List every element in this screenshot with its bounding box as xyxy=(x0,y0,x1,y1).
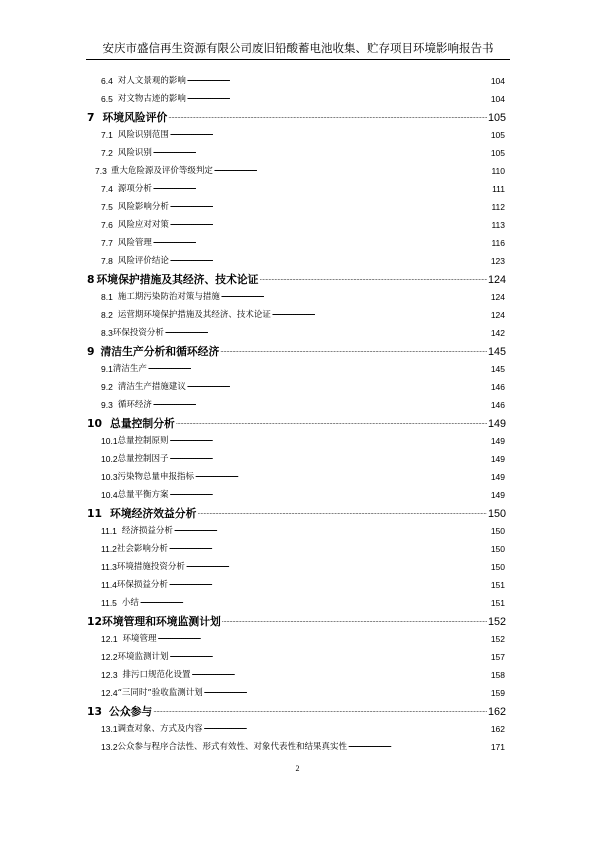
dot-leader xyxy=(214,163,491,176)
toc-entry-number: 6.4 xyxy=(101,76,113,86)
page-number: 2 xyxy=(295,764,300,773)
dot-leader xyxy=(170,199,491,212)
toc-entry-title: 小结 xyxy=(121,598,139,608)
dot-leader xyxy=(165,325,490,338)
header-divider xyxy=(86,59,510,60)
toc-entry-number: 11.5 xyxy=(101,598,117,608)
toc-section-entry[interactable] xyxy=(101,255,505,267)
toc-entry-page: 146 xyxy=(490,382,505,392)
toc-entry-title: 总量控制原则 xyxy=(117,436,169,446)
toc-entry-page: 104 xyxy=(490,94,505,104)
toc-entry-page: 105 xyxy=(487,112,506,124)
dot-leader xyxy=(170,253,490,266)
toc-entry-page: 105 xyxy=(490,130,505,140)
toc-entry-page: 159 xyxy=(490,688,505,698)
toc-section-entry[interactable] xyxy=(101,435,505,447)
toc-entry-title: 总量平衡方案 xyxy=(117,490,169,500)
toc-section-entry[interactable] xyxy=(101,597,505,609)
toc-entry-number: 12.2 xyxy=(101,652,118,662)
toc-entry-number: 7.3 xyxy=(95,166,107,176)
toc-entry-title: 环境管理和环境监测计划 xyxy=(102,615,221,628)
toc-section-entry[interactable] xyxy=(101,363,505,375)
dot-leader xyxy=(222,612,487,628)
toc-entry-number: 6.5 xyxy=(101,94,113,104)
toc-entry-page: 157 xyxy=(490,652,505,662)
header-title: 安庆市盛信再生资源有限公司废旧铅酸蓄电池收集、贮存项目环境影响报告书 xyxy=(102,41,494,55)
toc-chapter-entry[interactable] xyxy=(87,417,506,431)
toc-entry-number: 10.3 xyxy=(101,472,118,482)
toc-entry-page: 152 xyxy=(487,616,506,628)
toc-entry-title: 公众参与 xyxy=(109,705,153,718)
toc-section-entry[interactable] xyxy=(101,147,505,159)
toc-section-entry[interactable] xyxy=(101,381,505,393)
toc-entry-page: 150 xyxy=(490,526,505,536)
toc-chapter-entry[interactable] xyxy=(87,345,506,359)
toc-entry-title: 清洁生产措施建议 xyxy=(117,382,186,392)
toc-entry-title: 风险识别 xyxy=(117,148,152,158)
dot-leader xyxy=(169,577,490,590)
toc-entry-page: 151 xyxy=(490,580,505,590)
toc-entry-title: “三同时”验收监测计划 xyxy=(117,688,203,698)
toc-entry-number: 12.1 xyxy=(101,634,118,644)
toc-entry-number: 9.3 xyxy=(101,400,113,410)
toc-section-entry[interactable] xyxy=(101,129,505,141)
dot-leader xyxy=(259,270,487,286)
toc-section-entry[interactable] xyxy=(101,75,505,87)
toc-section-entry[interactable] xyxy=(101,669,505,681)
toc-section-entry[interactable] xyxy=(101,291,505,303)
dot-leader xyxy=(170,217,491,230)
dot-leader xyxy=(174,523,490,536)
toc-entry-title: 风险应对对策 xyxy=(117,220,169,230)
toc-entry-number: 9.1 xyxy=(101,364,113,374)
toc-section-entry[interactable] xyxy=(101,543,505,555)
toc-entry-page: 110 xyxy=(491,166,505,176)
toc-section-entry[interactable] xyxy=(95,165,505,177)
dot-leader xyxy=(187,91,490,104)
toc-section-entry[interactable] xyxy=(101,183,505,195)
toc-section-entry[interactable] xyxy=(101,219,505,231)
toc-section-entry[interactable] xyxy=(101,309,505,321)
toc-entry-number: 13.2 xyxy=(101,742,118,752)
dot-leader xyxy=(140,595,490,608)
toc-entry-title: 环境监测计划 xyxy=(117,652,169,662)
dot-leader xyxy=(170,487,490,500)
toc-entry-title: 运营期环境保护措施及其经济、技术论证 xyxy=(117,310,271,320)
toc-entry-title: 对人文景观的影响 xyxy=(117,76,186,86)
dot-leader xyxy=(272,307,490,320)
dot-leader xyxy=(204,721,490,734)
toc-entry-title: 环境管理 xyxy=(122,634,157,644)
toc-entry-number: 11.3 xyxy=(101,562,117,572)
toc-entry-title: 总量控制因子 xyxy=(117,454,169,464)
toc-entry-title: 清洁生产分析和循环经济 xyxy=(100,345,220,358)
toc-entry-title: 风险影响分析 xyxy=(117,202,169,212)
toc-entry-title: 重大危险源及评价等级判定 xyxy=(110,166,213,176)
toc-entry-page: 112 xyxy=(491,202,505,212)
toc-entry-title: 公众参与程序合法性、形式有效性、对象代表性和结果真实性 xyxy=(117,742,348,752)
toc-entry-page: 104 xyxy=(490,76,505,86)
toc-section-entry[interactable] xyxy=(101,471,505,483)
toc-entry-page: 142 xyxy=(490,328,505,338)
toc-entry-number: 8.1 xyxy=(101,292,113,302)
toc-entry-page: 151 xyxy=(490,598,505,608)
dot-leader xyxy=(170,451,490,464)
dot-leader xyxy=(195,469,490,482)
toc-entry-title: 排污口规范化设置 xyxy=(122,670,191,680)
toc-entry-title: 环境经济效益分析 xyxy=(110,507,197,520)
toc-entry-number: 7.6 xyxy=(101,220,113,230)
toc-chapter-entry[interactable] xyxy=(87,507,506,521)
toc-entry-title: 风险评价结论 xyxy=(117,256,169,266)
toc-entry-number: 11.4 xyxy=(101,580,117,590)
dot-leader xyxy=(170,127,490,140)
toc-entry-page: 149 xyxy=(490,436,505,446)
toc-section-entry[interactable] xyxy=(101,453,505,465)
toc-entry-page: 105 xyxy=(490,148,505,158)
toc-entry-page: 111 xyxy=(492,184,505,194)
dot-leader xyxy=(153,397,490,410)
dot-leader xyxy=(170,649,490,662)
toc-entry-number: 10.4 xyxy=(101,490,118,500)
toc-entry-page: 149 xyxy=(487,418,506,430)
dot-leader xyxy=(169,541,490,554)
dot-leader xyxy=(170,433,490,446)
toc-entry-number: 10.2 xyxy=(101,454,118,464)
toc-entry-number: 8.2 xyxy=(101,310,113,320)
toc-chapter-entry[interactable] xyxy=(87,273,506,287)
toc-entry-page: 124 xyxy=(487,274,506,286)
toc-section-entry[interactable] xyxy=(101,651,505,663)
toc-entry-page: 149 xyxy=(490,472,505,482)
toc-entry-page: 116 xyxy=(491,238,505,248)
toc-entry-page: 162 xyxy=(487,706,506,718)
toc-entry-page: 145 xyxy=(487,346,506,358)
toc-entry-number: 7.8 xyxy=(101,256,113,266)
toc-entry-number: 7.2 xyxy=(101,148,113,158)
toc-entry-title: 循环经济 xyxy=(117,400,152,410)
toc-entry-number: 7.4 xyxy=(101,184,113,194)
toc-entry-page: 158 xyxy=(490,670,505,680)
toc-entry-number: 11 xyxy=(87,507,103,520)
dot-leader xyxy=(197,504,487,520)
toc-entry-title: 总量控制分析 xyxy=(110,417,175,430)
toc-entry-page: 150 xyxy=(490,562,505,572)
toc-entry-title: 环境风险评价 xyxy=(102,111,168,124)
dot-leader xyxy=(153,145,490,158)
toc-entry-number: 7.7 xyxy=(101,238,113,248)
toc-entry-number: 7.5 xyxy=(101,202,113,212)
toc-section-entry[interactable] xyxy=(101,723,505,735)
toc-entry-number: 7.1 xyxy=(101,130,113,140)
toc-section-entry[interactable] xyxy=(101,579,505,591)
dot-leader xyxy=(153,181,491,194)
toc-entry-number: 12.4 xyxy=(101,688,118,698)
toc-entry-title: 调查对象、方式及内容 xyxy=(117,724,203,734)
toc-entry-page: 149 xyxy=(490,490,505,500)
dot-leader xyxy=(220,342,487,358)
toc-entry-number: 9.2 xyxy=(101,382,113,392)
toc-entry-number: 11.1 xyxy=(101,526,117,536)
toc-entry-title: 风险管理 xyxy=(117,238,152,248)
toc-entry-number: 7 xyxy=(87,111,95,124)
toc-section-entry[interactable] xyxy=(101,237,505,249)
toc-entry-number: 12.3 xyxy=(101,670,118,680)
toc-section-entry[interactable] xyxy=(101,93,505,105)
toc-entry-page: 171 xyxy=(490,742,505,752)
toc-entry-title: 环境措施投资分析 xyxy=(116,562,185,572)
toc-entry-number: 9 xyxy=(87,345,95,358)
dot-leader xyxy=(192,667,490,680)
toc-entry-page: 123 xyxy=(490,256,505,266)
dot-leader xyxy=(168,108,487,124)
toc-entry-number: 13 xyxy=(87,705,103,718)
toc-entry-title: 社会影响分析 xyxy=(116,544,168,554)
toc-entry-page: 150 xyxy=(487,508,506,520)
dot-leader xyxy=(148,361,490,374)
toc-entry-page: 152 xyxy=(490,634,505,644)
toc-entry-page: 124 xyxy=(490,310,505,320)
toc-entry-number: 10.1 xyxy=(101,436,118,446)
toc-chapter-entry[interactable] xyxy=(87,705,506,719)
toc-entry-number: 10 xyxy=(87,417,103,430)
dot-leader xyxy=(153,235,491,248)
toc-entry-page: 146 xyxy=(490,400,505,410)
toc-section-entry[interactable] xyxy=(101,561,505,573)
toc-section-entry[interactable] xyxy=(101,633,505,645)
toc-section-entry[interactable] xyxy=(101,327,505,339)
dot-leader xyxy=(186,559,490,572)
dot-leader xyxy=(158,631,490,644)
toc-entry-page: 113 xyxy=(491,220,505,230)
toc-entry-title: 施工期污染防治对策与措施 xyxy=(117,292,220,302)
toc-entry-page: 145 xyxy=(490,364,505,374)
toc-entry-number: 12 xyxy=(87,615,103,628)
toc-entry-title: 环保损益分析 xyxy=(116,580,168,590)
toc-entry-page: 124 xyxy=(490,292,505,302)
toc-entry-title: 对文物古迹的影响 xyxy=(117,94,186,104)
dot-leader xyxy=(221,289,490,302)
toc-entry-number: 8 xyxy=(87,273,95,286)
toc-entry-title: 源项分析 xyxy=(117,184,152,194)
toc-entry-title: 环保投资分析 xyxy=(112,328,164,338)
toc-chapter-entry[interactable] xyxy=(87,615,506,629)
dot-leader xyxy=(187,379,490,392)
toc-entry-title: 经济损益分析 xyxy=(121,526,173,536)
toc-chapter-entry[interactable] xyxy=(87,111,506,125)
toc-section-entry[interactable] xyxy=(101,201,505,213)
dot-leader xyxy=(204,685,490,698)
toc-entry-title: 环境保护措施及其经济、技术论证 xyxy=(96,273,259,286)
toc-section-entry[interactable] xyxy=(101,399,505,411)
toc-entry-number: 8.3 xyxy=(101,328,113,338)
toc-entry-page: 162 xyxy=(490,724,505,734)
toc-section-entry[interactable] xyxy=(101,525,505,537)
toc-entry-number: 11.2 xyxy=(101,544,117,554)
toc-entry-title: 清洁生产 xyxy=(112,364,147,374)
dot-leader xyxy=(348,739,490,752)
toc-entry-title: 污染物总量申报指标 xyxy=(117,472,195,482)
toc-entry-number: 13.1 xyxy=(101,724,118,734)
dot-leader xyxy=(187,73,490,86)
toc-entry-page: 149 xyxy=(490,454,505,464)
dot-leader xyxy=(176,414,487,430)
toc-entry-title: 风险识别范围 xyxy=(117,130,169,140)
toc-section-entry[interactable] xyxy=(101,489,505,501)
toc-section-entry[interactable] xyxy=(101,687,505,699)
dot-leader xyxy=(153,702,487,718)
toc-section-entry[interactable] xyxy=(101,741,505,753)
toc-entry-page: 150 xyxy=(490,544,505,554)
